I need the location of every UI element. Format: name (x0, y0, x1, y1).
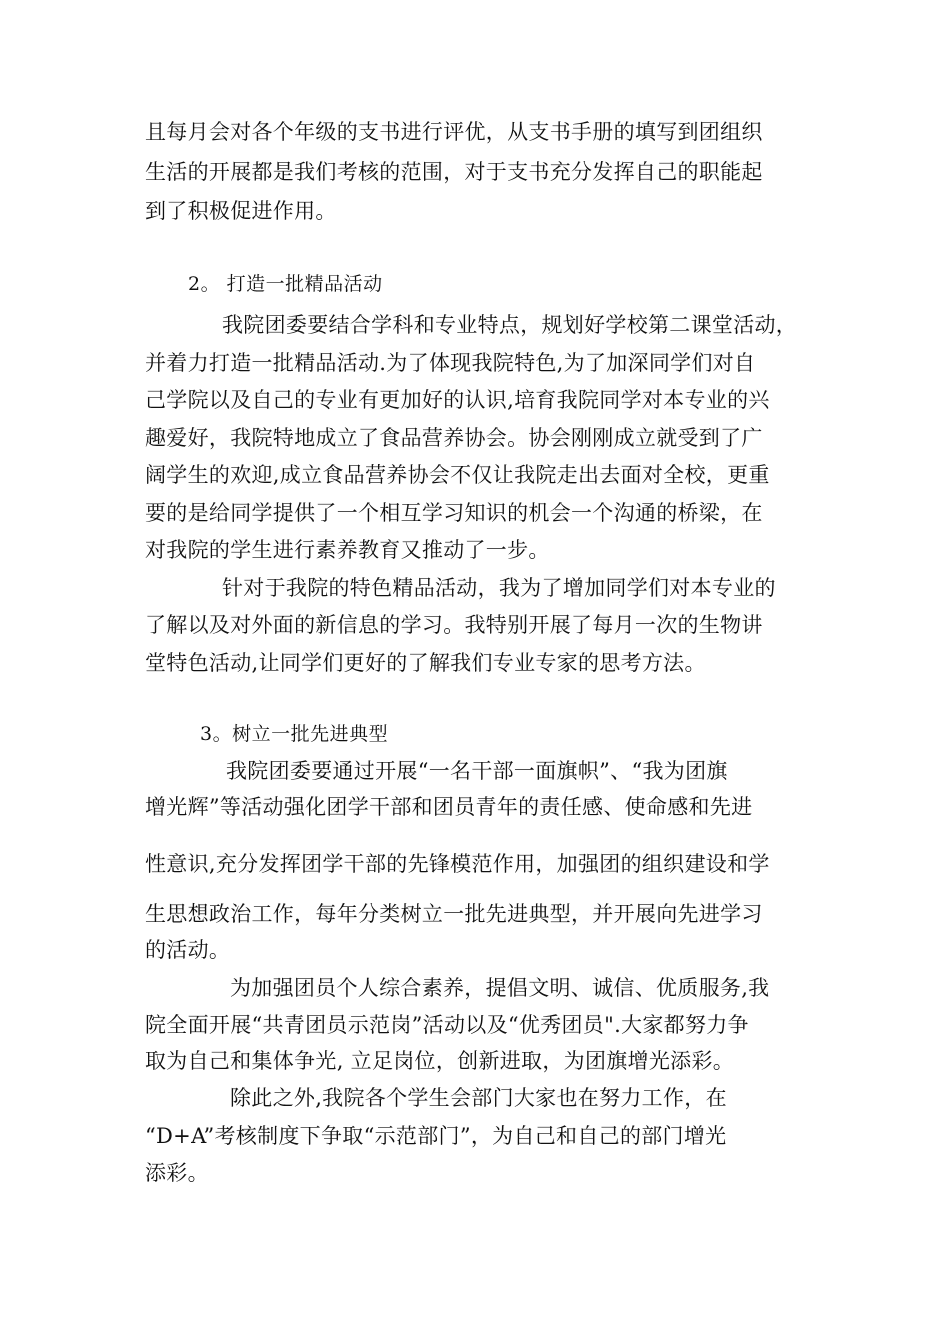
paragraph-2-line-2: 并着力打造一批精品活动.为了体现我院特色,为了加深同学们对自 (145, 351, 756, 375)
paragraph-5-line-1: 为加强团员个人综合素养，提倡文明、诚信、优质服务,我 (230, 976, 770, 1000)
section-heading-2: 2。 打造一批精品活动 (188, 273, 383, 295)
paragraph-2-line-7: 对我院的学生进行素养教育又推动了一步。 (145, 538, 550, 562)
paragraph-2-line-6: 要的是给同学提供了一个相互学习知识的机会一个沟通的桥梁，在 (145, 501, 763, 525)
paragraph-2-line-5: 阔学生的欢迎,成立食品营养协会不仅让我院走出去面对全校，更重 (145, 463, 770, 487)
paragraph-4-line-3: 性意识,充分发挥团学干部的先锋模范作用，加强团的组织建设和学 (145, 852, 770, 876)
paragraph-6-line-3: 添彩。 (145, 1161, 209, 1185)
paragraph-4-line-2: 增光辉”等活动强化团学干部和团员青年的责任感、使命感和先进 (145, 795, 753, 819)
paragraph-2-line-4: 趣爱好，我院特地成立了食品营养协会。协会刚刚成立就受到了广 (145, 426, 763, 450)
paragraph-3-line-1: 针对于我院的特色精品活动，我为了增加同学们对本专业的 (222, 576, 776, 600)
paragraph-6-line-2: “D+A”考核制度下争取“示范部门”，为自己和自己的部门增光 (145, 1124, 727, 1148)
paragraph-4-line-1: 我院团委要通过开展“一名干部一面旗帜”、“我为团旗 (226, 759, 728, 783)
paragraph-5-line-3: 取为自己和集体争光, 立足岗位，创新进取，为团旗增光添彩。 (145, 1049, 735, 1073)
paragraph-2-line-1: 我院团委要结合学科和专业特点，规划好学校第二课堂活动， (222, 313, 798, 337)
paragraph-2-line-3: 己学院以及自己的专业有更加好的认识,培育我院同学对本专业的兴 (145, 388, 770, 412)
section-heading-3: 3。树立一批先进典型 (200, 723, 389, 745)
paragraph-1-line-3: 到了积极促进作用。 (145, 199, 337, 223)
paragraph-1-line-1: 且每月会对各个年级的支书进行评优，从支书手册的填写到团组织 (145, 120, 763, 144)
paragraph-3-line-3: 堂特色活动,让同学们更好的了解我们专业专家的思考方法。 (145, 651, 706, 675)
paragraph-5-line-2: 院全面开展“共青团员示范岗”活动以及“优秀团员".大家都努力争 (145, 1013, 749, 1037)
paragraph-4-line-5: 的活动。 (145, 938, 231, 962)
paragraph-3-line-2: 了解以及对外面的新信息的学习。我特别开展了每月一次的生物讲 (145, 613, 763, 637)
paragraph-6-line-1: 除此之外,我院各个学生会部门大家也在努力工作，在 (230, 1086, 727, 1110)
paragraph-4-line-4: 生思想政治工作，每年分类树立一批先进典型，并开展向先进学习 (145, 902, 763, 926)
paragraph-1-line-2: 生活的开展都是我们考核的范围，对于支书充分发挥自己的职能起 (145, 160, 763, 184)
